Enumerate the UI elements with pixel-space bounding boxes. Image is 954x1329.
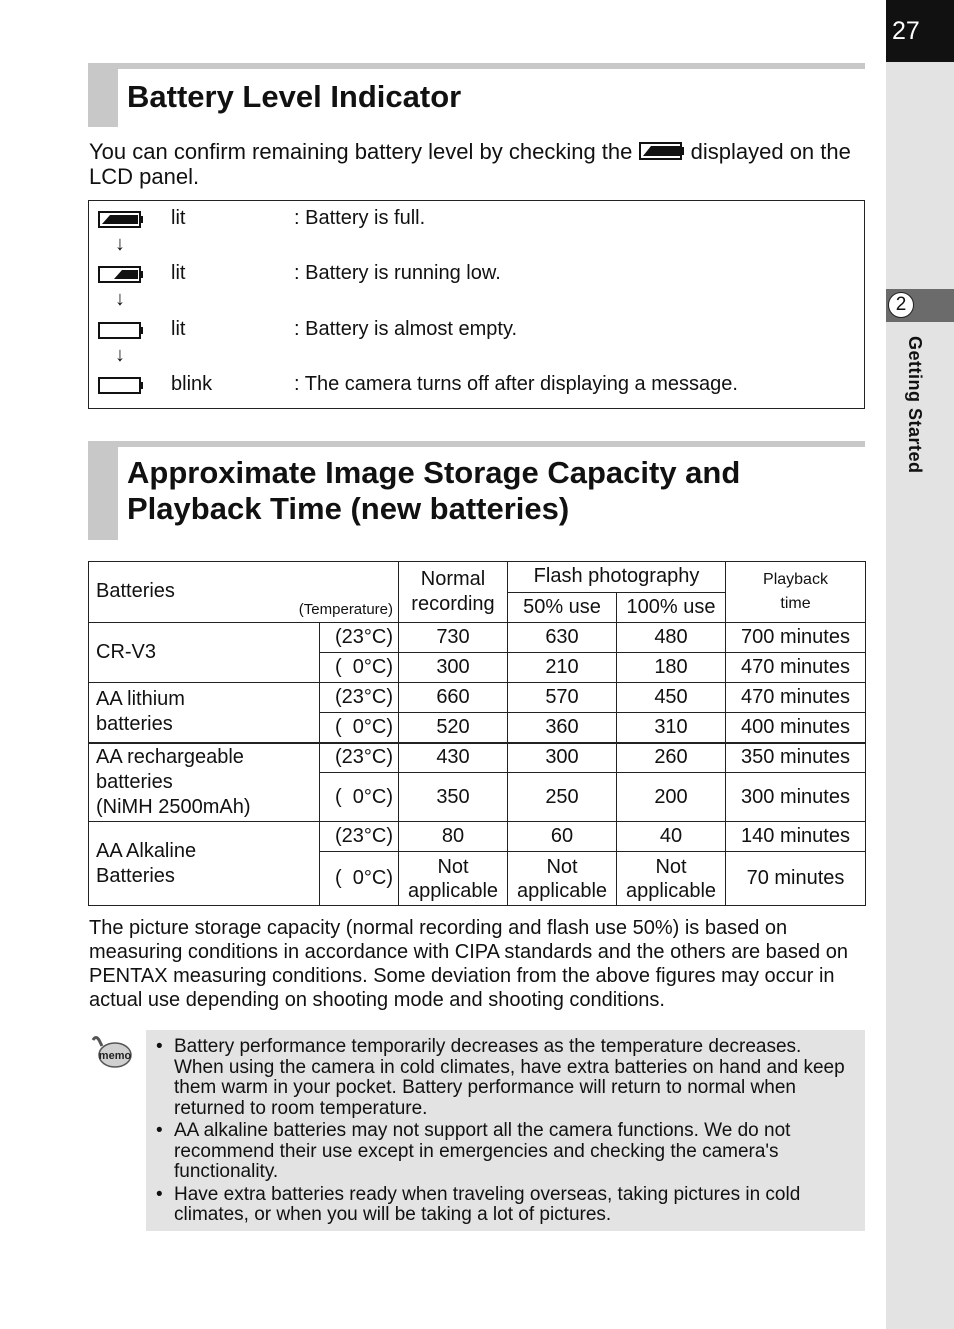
level-desc: : Battery is running low. xyxy=(294,262,501,284)
memo-list xyxy=(156,1037,856,1228)
level-state: lit xyxy=(171,318,186,340)
flash100-value: 310 xyxy=(617,713,726,743)
temperature: (23°C) xyxy=(320,683,399,713)
playback-value: 400 minutes xyxy=(726,713,866,743)
memo-item: • AA alkaline batteries may not support all the camera functions. We do not recommend their use except in emergencies and checking the camera's functionality. xyxy=(156,1121,856,1183)
flash100-value: 480 xyxy=(617,623,726,653)
flash50-value: 300 xyxy=(508,743,617,773)
battery-section-title: Battery Level Indicator xyxy=(127,79,462,114)
level-row xyxy=(89,262,864,288)
flash50-value: 360 xyxy=(508,713,617,743)
battery-name: AA rechargeable batteries (NiMH 2500mAh) xyxy=(89,743,320,822)
level-state: blink xyxy=(171,373,213,395)
level-desc: : The camera turns off after displaying a message. xyxy=(294,373,738,395)
battery-empty-icon xyxy=(98,322,144,340)
down-arrow-icon: ↓ xyxy=(115,344,125,366)
svg-text:memo: memo xyxy=(98,1050,132,1062)
capacity-table xyxy=(88,561,866,906)
table-header-row xyxy=(89,562,866,593)
normal-value: 520 xyxy=(399,713,508,743)
playback-value: 350 minutes xyxy=(726,743,866,773)
flash50-value: Not applicable xyxy=(508,852,617,906)
playback-value: 300 minutes xyxy=(726,773,866,822)
playback-value: 470 minutes xyxy=(726,653,866,683)
temperature: (23°C) xyxy=(320,822,399,852)
playback-value: 470 minutes xyxy=(726,683,866,713)
flash50-value: 570 xyxy=(508,683,617,713)
normal-value: 80 xyxy=(399,822,508,852)
table-row xyxy=(89,623,866,653)
temperature: ( 0°C) xyxy=(320,773,399,822)
table-row xyxy=(89,822,866,852)
memo-item: • Battery performance temporarily decreases as the temperature decreases. When using the camera in cold climates, have extra batteries on hand and keep them warm in your pocket. Battery performance will return to normal when returned to room temperature. xyxy=(156,1037,856,1119)
header-normal-recording: Normal recording xyxy=(399,562,508,623)
battery-name: AA Alkaline Batteries xyxy=(89,822,320,906)
normal-value: 350 xyxy=(399,773,508,822)
memo-box xyxy=(146,1030,865,1231)
battery-name: CR-V3 xyxy=(89,623,320,683)
battery-level-table xyxy=(88,200,865,409)
normal-value: Not applicable xyxy=(399,852,508,906)
flash50-value: 60 xyxy=(508,822,617,852)
battery-section-heading xyxy=(88,63,865,127)
battery-intro: You can confirm remaining battery level by checking the displayed on the LCD panel. xyxy=(89,139,851,189)
normal-value: 300 xyxy=(399,653,508,683)
battery-full-icon xyxy=(639,141,685,161)
memo-icon xyxy=(90,1034,132,1070)
header-flash-50: 50% use xyxy=(508,592,617,623)
header-batteries: Batteries (Temperature) xyxy=(89,562,399,623)
page-number: 27 xyxy=(886,0,954,62)
flash100-value: 40 xyxy=(617,822,726,852)
temperature: (23°C) xyxy=(320,743,399,773)
level-desc: : Battery is full. xyxy=(294,207,426,229)
level-state: lit xyxy=(171,262,186,284)
side-tab xyxy=(886,0,954,1329)
battery-low-icon xyxy=(98,266,144,284)
battery-full-icon xyxy=(98,211,144,229)
flash50-value: 210 xyxy=(508,653,617,683)
level-state: lit xyxy=(171,207,186,229)
temperature: ( 0°C) xyxy=(320,653,399,683)
level-desc: : Battery is almost empty. xyxy=(294,318,518,340)
playback-value: 70 minutes xyxy=(726,852,866,906)
temperature: ( 0°C) xyxy=(320,852,399,906)
normal-value: 430 xyxy=(399,743,508,773)
memo-item: • Have extra batteries ready when traveling overseas, taking pictures in cold climates, or when you will be taking a lot of pictures. xyxy=(156,1185,856,1226)
chapter-title: Getting Started xyxy=(905,336,925,474)
battery-name: AA lithium batteries xyxy=(89,683,320,743)
level-row xyxy=(89,373,864,399)
playback-value: 700 minutes xyxy=(726,623,866,653)
flash50-value: 630 xyxy=(508,623,617,653)
capacity-section-heading xyxy=(88,441,865,540)
chapter-number: 2 xyxy=(888,292,914,318)
capacity-section-title: Approximate Image Storage Capacity and Playback Time (new batteries) xyxy=(127,455,741,526)
temperature: (23°C) xyxy=(320,623,399,653)
flash100-value: 450 xyxy=(617,683,726,713)
header-flash-100: 100% use xyxy=(617,592,726,623)
table-row xyxy=(89,743,866,773)
header-playback-time: Playback time xyxy=(726,562,866,623)
normal-value: 660 xyxy=(399,683,508,713)
level-row xyxy=(89,207,864,233)
playback-value: 140 minutes xyxy=(726,822,866,852)
header-flash-photography: Flash photography xyxy=(508,562,726,593)
down-arrow-icon: ↓ xyxy=(115,233,125,255)
flash100-value: 180 xyxy=(617,653,726,683)
capacity-note: The picture storage capacity (normal recording and flash use 50%) is based on measuring conditions in accordance with CIPA standards and the others are based on PENTAX measuring conditions. Some deviation from the above figures may occur in actual use depending on shooting mode and shooting conditions. xyxy=(89,917,848,1011)
temperature: ( 0°C) xyxy=(320,713,399,743)
flash100-value: 260 xyxy=(617,743,726,773)
flash100-value: Not applicable xyxy=(617,852,726,906)
level-row xyxy=(89,318,864,344)
flash50-value: 250 xyxy=(508,773,617,822)
down-arrow-icon: ↓ xyxy=(115,288,125,310)
table-row xyxy=(89,683,866,713)
battery-empty-icon xyxy=(98,377,144,395)
flash100-value: 200 xyxy=(617,773,726,822)
normal-value: 730 xyxy=(399,623,508,653)
